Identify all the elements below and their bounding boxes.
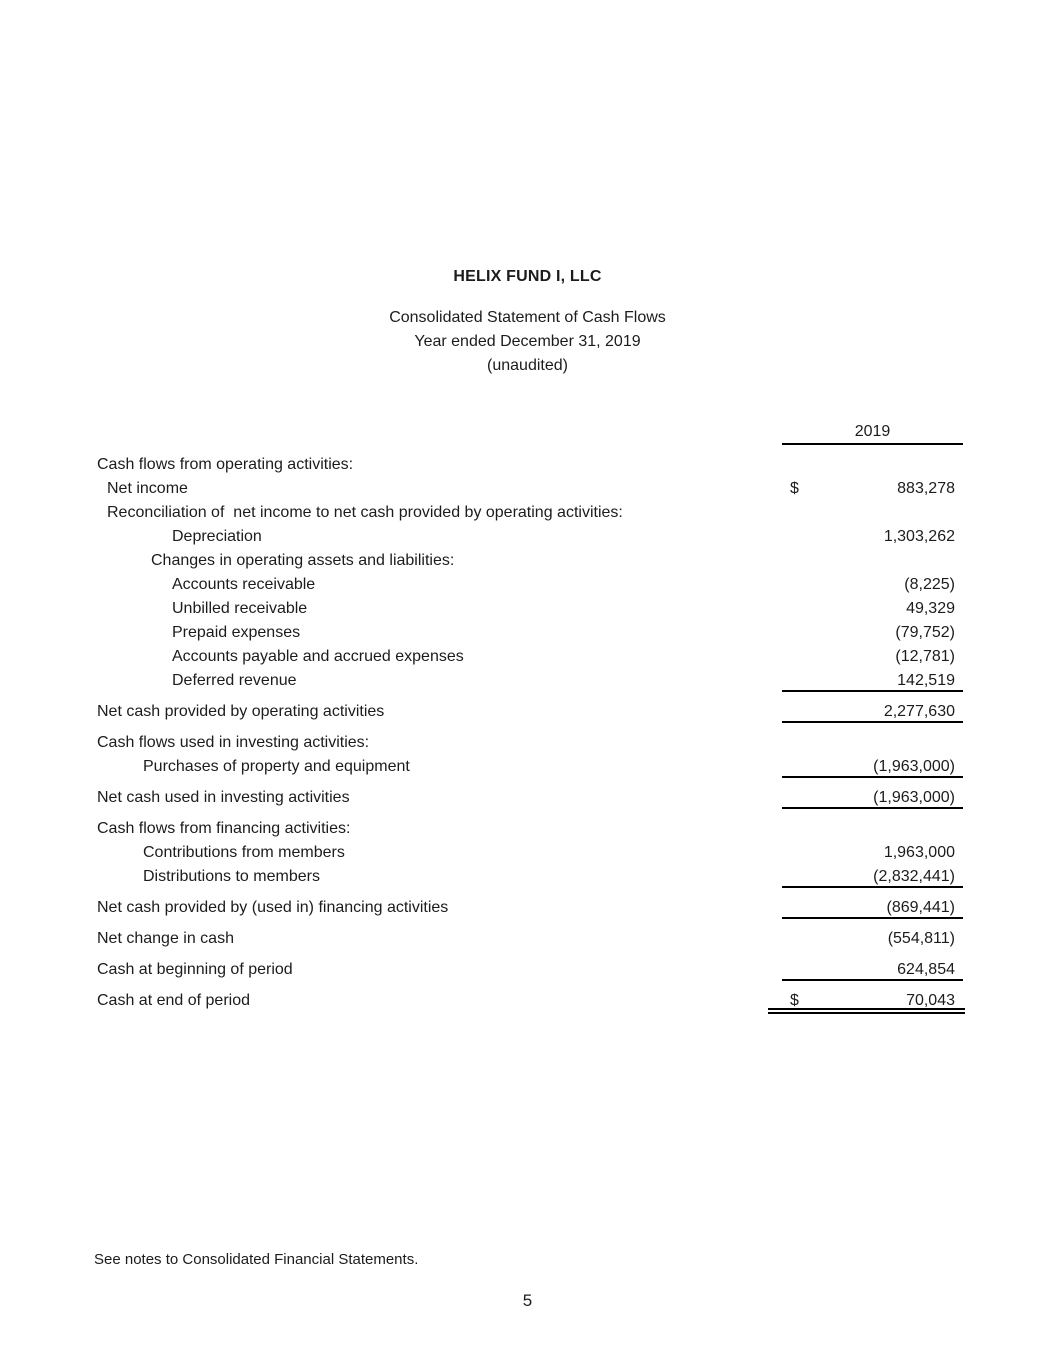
statement-rows bbox=[97, 453, 1055, 1013]
dollar-sign bbox=[782, 525, 790, 548]
row-amount bbox=[782, 669, 963, 692]
statement-row bbox=[97, 525, 1055, 549]
row-amount bbox=[782, 989, 963, 1012]
row-amount bbox=[782, 501, 963, 524]
statement-row bbox=[97, 669, 1055, 693]
statement-row bbox=[97, 731, 1055, 755]
footnote: See notes to Consolidated Financial Statements. bbox=[94, 1251, 419, 1268]
statement-row bbox=[97, 501, 1055, 525]
dollar-sign bbox=[782, 841, 790, 864]
row-label: Prepaid expenses bbox=[172, 624, 301, 641]
row-label: Net change in cash bbox=[97, 930, 234, 947]
statement-row bbox=[97, 477, 1055, 501]
row-amount bbox=[782, 865, 963, 888]
statement-row bbox=[97, 700, 1055, 724]
statement-row bbox=[97, 958, 1055, 982]
company-name: HELIX FUND I, LLC bbox=[453, 268, 602, 285]
statement-row bbox=[97, 841, 1055, 865]
dollar-sign bbox=[782, 786, 790, 807]
dollar-sign bbox=[782, 621, 790, 644]
row-label: Accounts receivable bbox=[172, 576, 316, 593]
row-amount bbox=[782, 927, 963, 950]
row-label: Net cash provided by (used in) financing activities bbox=[97, 899, 449, 916]
dollar-sign bbox=[782, 501, 790, 524]
dollar-sign: $ bbox=[790, 992, 799, 1009]
row-label: Cash flows used in investing activities: bbox=[97, 734, 370, 751]
statement-row bbox=[97, 645, 1055, 669]
row-amount bbox=[782, 453, 963, 476]
amount-value: (2,832,441) bbox=[873, 868, 955, 885]
statement-title: Consolidated Statement of Cash Flows bbox=[389, 309, 666, 326]
row-amount bbox=[782, 700, 963, 723]
row-amount bbox=[782, 755, 963, 778]
row-amount bbox=[782, 597, 963, 620]
amount-value: 883,278 bbox=[897, 480, 955, 497]
amount-value: (8,225) bbox=[904, 576, 955, 593]
amount-value bbox=[955, 817, 963, 840]
statement-row bbox=[97, 621, 1055, 645]
row-label: Net cash provided by operating activities bbox=[97, 703, 385, 720]
amount-value: 1,963,000 bbox=[883, 844, 955, 861]
amount-value: (869,441) bbox=[886, 899, 955, 916]
statement-row bbox=[97, 989, 1055, 1013]
amount-value: 1,303,262 bbox=[883, 528, 955, 545]
row-label: Deferred revenue bbox=[172, 672, 297, 689]
row-amount bbox=[782, 786, 963, 809]
row-label: Reconciliation of net income to net cash provided by operating activities: bbox=[107, 504, 623, 521]
amount-value bbox=[955, 731, 963, 754]
statement-row bbox=[97, 865, 1055, 889]
amount-value: (1,963,000) bbox=[873, 758, 955, 775]
row-label: Changes in operating assets and liabilities: bbox=[151, 552, 455, 569]
dollar-sign bbox=[782, 755, 790, 776]
dollar-sign bbox=[782, 573, 790, 596]
row-amount bbox=[782, 525, 963, 548]
statement-row bbox=[97, 927, 1055, 951]
amount-value: 49,329 bbox=[906, 600, 955, 617]
row-amount bbox=[782, 731, 963, 754]
amount-value: 70,043 bbox=[906, 992, 955, 1009]
dollar-sign: $ bbox=[790, 480, 799, 497]
dollar-sign bbox=[782, 549, 790, 572]
row-label: Cash flows from operating activities: bbox=[97, 456, 354, 473]
row-label: Accounts payable and accrued expenses bbox=[172, 648, 464, 665]
audit-status: (unaudited) bbox=[487, 357, 568, 374]
row-label: Cash at end of period bbox=[97, 992, 250, 1009]
row-label: Contributions from members bbox=[143, 844, 345, 861]
statement-row bbox=[97, 755, 1055, 779]
statement-row bbox=[97, 549, 1055, 573]
row-amount bbox=[782, 841, 963, 864]
page-number: 5 bbox=[522, 1291, 533, 1310]
dollar-sign bbox=[782, 597, 790, 620]
statement-row bbox=[97, 573, 1055, 597]
dollar-sign bbox=[782, 453, 790, 476]
amount-value: 2,277,630 bbox=[883, 703, 955, 720]
dollar-sign bbox=[782, 865, 790, 886]
row-amount bbox=[782, 645, 963, 668]
row-label: Depreciation bbox=[172, 528, 262, 545]
row-label: Distributions to members bbox=[143, 868, 320, 885]
row-label: Net income bbox=[107, 480, 188, 497]
dollar-sign bbox=[782, 817, 790, 840]
statement-row bbox=[97, 597, 1055, 621]
amount-value bbox=[955, 501, 963, 524]
dollar-sign bbox=[782, 958, 790, 979]
row-label: Unbilled receivable bbox=[172, 600, 308, 617]
row-amount bbox=[782, 958, 963, 981]
row-amount bbox=[782, 477, 963, 500]
amount-value: (79,752) bbox=[895, 624, 955, 641]
dollar-sign bbox=[782, 896, 790, 917]
amount-value bbox=[955, 453, 963, 476]
row-amount bbox=[782, 896, 963, 919]
row-amount bbox=[782, 621, 963, 644]
dollar-sign bbox=[782, 700, 790, 721]
row-label: Cash at beginning of period bbox=[97, 961, 293, 978]
statement-row bbox=[97, 453, 1055, 477]
amount-value: 624,854 bbox=[897, 961, 955, 978]
statement-period: Year ended December 31, 2019 bbox=[414, 333, 641, 350]
row-label: Purchases of property and equipment bbox=[143, 758, 410, 775]
row-label: Net cash used in investing activities bbox=[97, 789, 350, 806]
amount-value: (554,811) bbox=[887, 930, 955, 947]
amount-value bbox=[955, 549, 963, 572]
row-amount bbox=[782, 549, 963, 572]
row-amount bbox=[782, 573, 963, 596]
dollar-sign bbox=[782, 669, 790, 690]
statement-row bbox=[97, 896, 1055, 920]
amount-value: (1,963,000) bbox=[873, 789, 955, 806]
year-column-header: 2019 bbox=[782, 420, 963, 445]
statement-row bbox=[97, 817, 1055, 841]
amount-value: (12,781) bbox=[895, 648, 955, 665]
row-label: Cash flows from financing activities: bbox=[97, 820, 351, 837]
dollar-sign bbox=[782, 645, 790, 668]
amount-value: 142,519 bbox=[897, 672, 955, 689]
statement-row bbox=[97, 786, 1055, 810]
row-amount bbox=[782, 817, 963, 840]
dollar-sign bbox=[782, 927, 790, 950]
dollar-sign bbox=[782, 731, 790, 754]
